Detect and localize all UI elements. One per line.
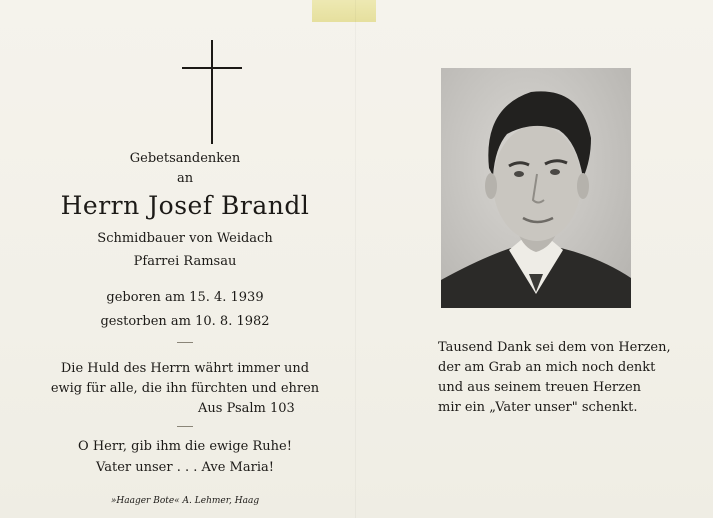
death-date: gestorben am 10. 8. 1982 (100, 314, 270, 329)
cross-icon (182, 40, 242, 144)
card-an: an (176, 171, 194, 186)
occupation: Schmidbauer von Weidach (97, 231, 273, 246)
verse-panel (438, 338, 671, 418)
psalm-line-1: Die Huld des Herrn währt immer und (60, 361, 310, 376)
parish: Pfarrei Ramsau (133, 254, 237, 269)
verse-line-4: mir ein „Vater unser" schenkt. (438, 400, 638, 415)
deceased-name: Herrn Josef Brandl (60, 191, 310, 220)
psalm-line-2: ewig für alle, die ihn fürchten und ehren (50, 381, 320, 396)
prayer-line-1: O Herr, gib ihm die ewige Ruhe! (78, 439, 292, 454)
birth-date: geboren am 15. 4. 1939 (106, 290, 264, 305)
tape-strip (312, 0, 376, 22)
portrait-photo (441, 68, 631, 308)
prayer-line-2: Vater unser . . . Ave Maria! (96, 460, 274, 475)
divider (177, 426, 193, 427)
verse-line-3: und aus seinem treuen Herzen (438, 380, 642, 395)
card-title: Gebetsandenken (129, 151, 241, 166)
divider (177, 342, 193, 343)
printer-credit: »Haager Bote« A. Lehmer, Haag (110, 496, 260, 506)
psalm-source: Aus Psalm 103 (198, 401, 295, 416)
verse-line-2: der am Grab an mich noch denkt (438, 360, 656, 375)
verse-line-1: Tausend Dank sei dem von Herzen, (438, 340, 671, 355)
fold-line (355, 0, 356, 518)
